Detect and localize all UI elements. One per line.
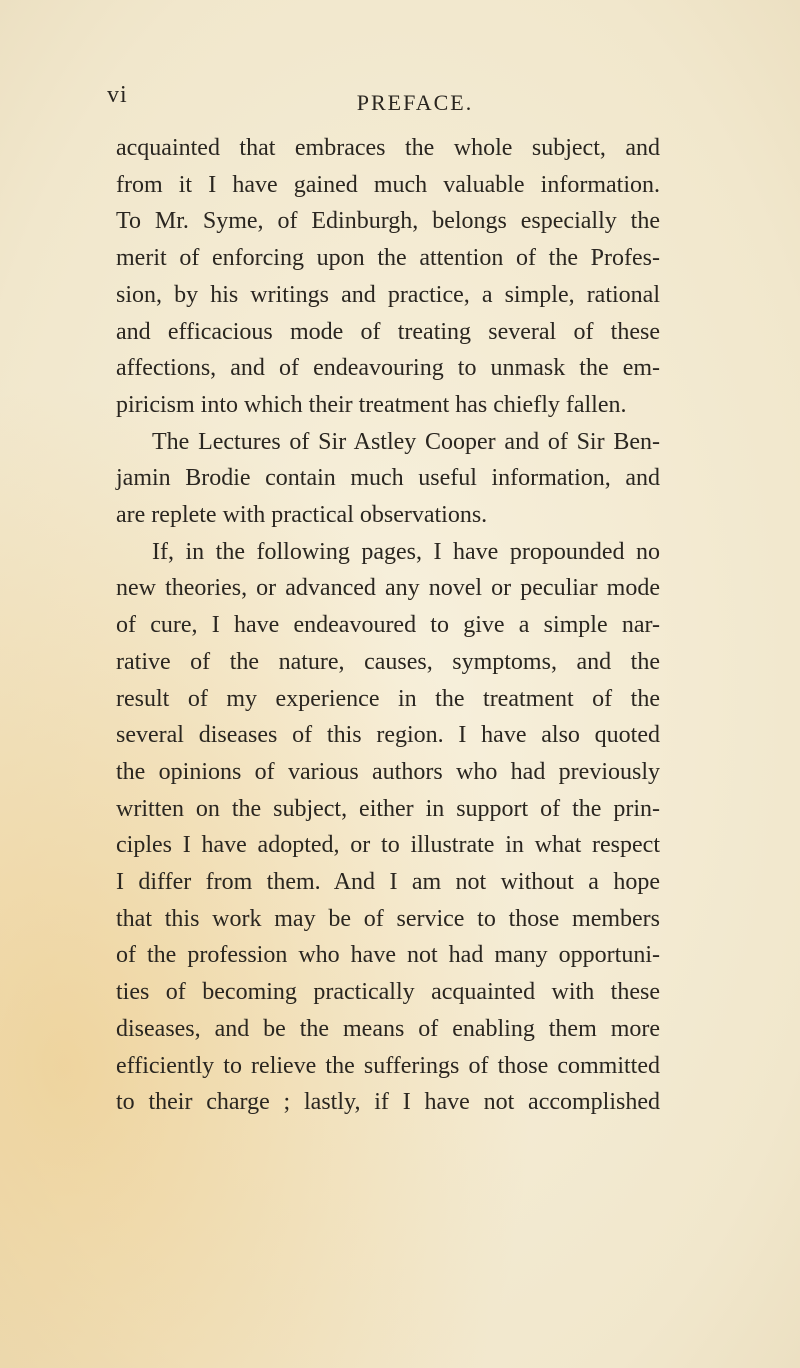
text-line: jamin Brodie contain much useful information, and xyxy=(116,465,660,492)
text-line: merit of enforcing upon the attention of the Profes- xyxy=(116,245,660,272)
body-text xyxy=(116,130,660,1121)
text-line: new theories, or advanced any novel or peculiar mode xyxy=(116,575,660,602)
text-line: affections, and of endeavouring to unmask the em- xyxy=(116,355,660,382)
text-line: I differ from them. And I am not without a hope xyxy=(116,869,660,896)
text-line: the opinions of various authors who had previously xyxy=(116,758,660,785)
text-line: efficiently to relieve the sufferings of those committed xyxy=(116,1052,660,1079)
text-line: rative of the nature, causes, symptoms, and the xyxy=(116,648,660,675)
text-line: that this work may be of service to those members xyxy=(116,905,660,932)
text-line: piricism into which their treatment has chiefly fallen. xyxy=(116,391,627,418)
running-head: PREFACE. xyxy=(356,90,474,115)
text-line: several diseases of this region. I have also quoted xyxy=(116,722,660,749)
text-line: ciples I have adopted, or to illustrate in what respect xyxy=(116,832,660,859)
text-line: diseases, and be the means of enabling them more xyxy=(116,1015,660,1042)
text-line: If, in the following pages, I have propounded no xyxy=(152,538,660,565)
text-line: and efficacious mode of treating several of these xyxy=(116,318,660,345)
text-line: sion, by his writings and practice, a simple, rational xyxy=(116,281,660,308)
text-line: To Mr. Syme, of Edinburgh, belongs especially the xyxy=(116,208,660,235)
text-line: written on the subject, either in support of the prin- xyxy=(116,795,660,822)
text-line: to their charge ; lastly, if I have not accomplished xyxy=(116,1089,660,1116)
text-line: are replete with practical observations. xyxy=(116,502,488,529)
text-line: from it I have gained much valuable information. xyxy=(116,171,660,198)
text-line: of cure, I have endeavoured to give a simple nar- xyxy=(116,612,660,639)
text-line: The Lectures of Sir Astley Cooper and of Sir Ben- xyxy=(152,428,660,455)
text-line: result of my experience in the treatment of the xyxy=(116,685,660,712)
text-line: acquainted that embraces the whole subject, and xyxy=(116,135,660,161)
text-line: of the profession who have not had many opportuni- xyxy=(116,942,660,969)
text-line: ties of becoming practically acquainted with these xyxy=(116,979,660,1006)
page-number: vi xyxy=(107,82,128,108)
